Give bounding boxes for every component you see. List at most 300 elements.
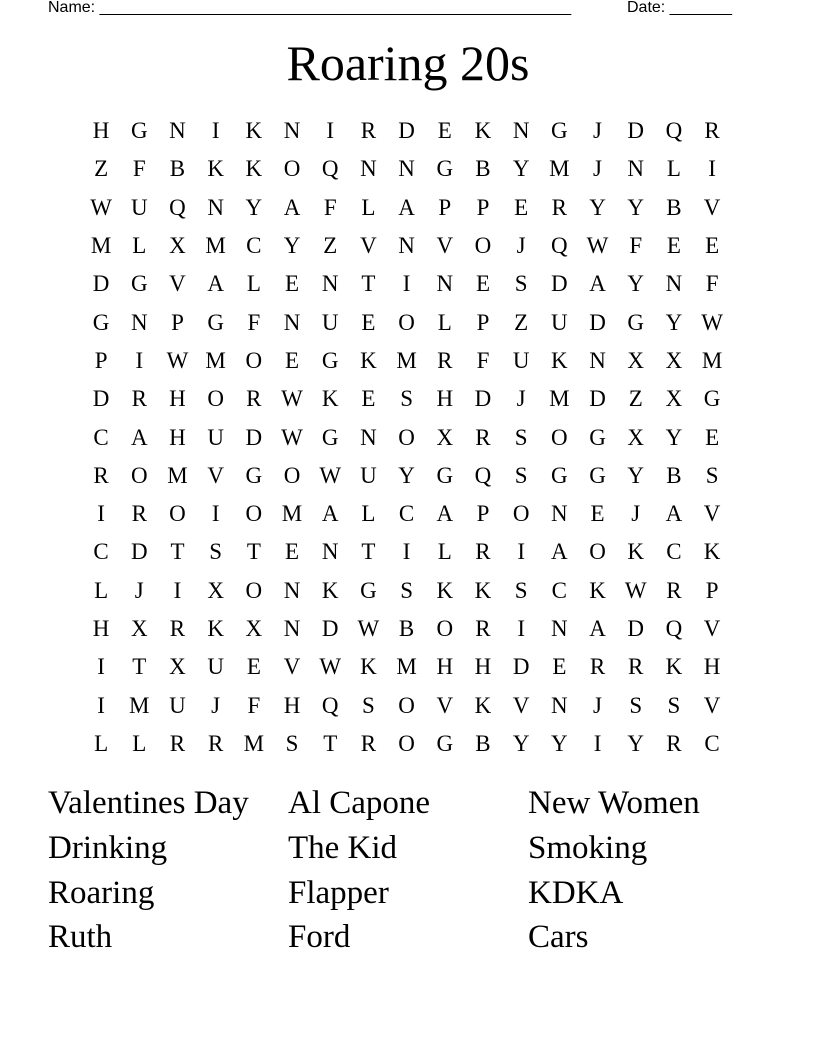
grid-letter[interactable]: X (169, 654, 186, 680)
grid-letter[interactable]: O (283, 462, 301, 488)
grid-letter[interactable]: R (169, 616, 186, 641)
grid-letter[interactable]: P (476, 194, 490, 220)
grid-letter[interactable]: Y (512, 730, 530, 756)
grid-letter[interactable]: Y (627, 730, 645, 756)
grid-letter[interactable]: K (474, 577, 492, 603)
grid-letter[interactable]: R (131, 501, 147, 527)
grid-letter[interactable]: L (94, 730, 109, 756)
grid-letter[interactable]: O (245, 501, 263, 527)
grid-letter[interactable]: M (167, 462, 188, 488)
grid-letter[interactable]: D (245, 424, 263, 450)
grid-letter[interactable]: N (321, 271, 339, 297)
grid-letter[interactable]: I (135, 347, 144, 373)
grid-letter[interactable]: H (169, 386, 186, 412)
grid-letter[interactable]: T (246, 539, 261, 565)
grid-letter[interactable]: P (171, 309, 184, 335)
grid-letter[interactable]: X (436, 424, 454, 450)
grid-letter[interactable]: S (285, 730, 299, 756)
grid-letter[interactable]: F (132, 156, 146, 182)
word-bank (48, 782, 768, 961)
grid-letter[interactable]: B (666, 462, 682, 488)
grid-letter[interactable]: A (551, 539, 568, 565)
grid-letter[interactable]: W (90, 194, 112, 220)
grid-letter[interactable]: N (283, 616, 301, 641)
grid-letter[interactable]: V (703, 692, 721, 718)
grid-letter[interactable]: I (97, 692, 105, 718)
grid-letter[interactable]: G (589, 462, 606, 488)
grid-letter[interactable]: M (90, 233, 112, 259)
grid-letter[interactable]: C (704, 730, 720, 756)
grid-letter[interactable]: B (475, 730, 491, 756)
grid-letter[interactable]: G (551, 118, 568, 144)
grid-letter[interactable]: K (207, 616, 224, 641)
grid-letter[interactable]: G (321, 424, 339, 450)
grid-letter[interactable]: S (514, 424, 528, 450)
grid-letter[interactable]: E (475, 271, 490, 297)
grid-letter[interactable]: N (283, 309, 301, 335)
grid-letter[interactable]: D (130, 539, 148, 565)
grid-letter[interactable]: I (593, 730, 602, 756)
grid-letter[interactable]: O (474, 233, 492, 259)
grid-letter[interactable]: R (551, 194, 568, 220)
grid-letter[interactable]: D (92, 386, 110, 412)
grid-letter[interactable]: I (402, 271, 411, 297)
grid-row (82, 533, 732, 571)
grid-letter[interactable]: W (624, 577, 647, 603)
grid-letter[interactable]: C (93, 539, 109, 565)
grid-letter[interactable]: R (589, 654, 606, 680)
grid-letter[interactable]: C (666, 539, 682, 565)
grid-letter[interactable]: U (130, 194, 148, 220)
grid-letter[interactable]: Y (245, 194, 263, 220)
grid-letter[interactable]: V (703, 616, 721, 641)
grid-letter[interactable]: K (245, 118, 263, 144)
grid-letter[interactable]: G (130, 271, 148, 297)
grid-letter[interactable]: R (628, 654, 644, 680)
grid-letter[interactable]: V (436, 692, 454, 718)
grid-letter[interactable]: M (129, 692, 150, 718)
grid-letter[interactable]: I (97, 501, 105, 527)
grid-letter[interactable]: S (705, 462, 719, 488)
grid-letter[interactable]: C (93, 424, 109, 450)
grid-letter[interactable]: Y (283, 233, 301, 259)
grid-letter[interactable]: N (551, 692, 568, 718)
grid-letter[interactable]: E (705, 233, 720, 259)
grid-letter[interactable]: D (512, 654, 530, 680)
grid-letter[interactable]: A (130, 424, 148, 450)
grid-letter[interactable]: G (436, 730, 454, 756)
grid-letter[interactable]: G (436, 462, 454, 488)
grid-letter[interactable]: F (476, 347, 490, 373)
grid-letter[interactable]: U (321, 309, 339, 335)
grid-letter[interactable]: F (247, 692, 261, 718)
grid-letter[interactable]: E (285, 539, 300, 565)
grid-letter[interactable]: U (169, 692, 186, 718)
grid-letter[interactable]: G (245, 462, 263, 488)
grid-letter[interactable]: V (207, 462, 224, 488)
grid-letter[interactable]: F (323, 194, 337, 220)
grid-letter[interactable]: X (130, 616, 148, 641)
grid-letter[interactable]: K (360, 347, 377, 373)
grid-letter[interactable]: L (437, 309, 452, 335)
grid-letter[interactable]: O (436, 616, 454, 641)
grid-letter[interactable]: L (94, 577, 109, 603)
grid-letter[interactable]: E (361, 386, 376, 412)
grid-letter[interactable]: P (476, 309, 490, 335)
grid-letter[interactable]: L (132, 730, 147, 756)
grid-letter[interactable]: O (398, 309, 415, 335)
grid-letter[interactable]: G (92, 309, 110, 335)
grid-letter[interactable]: M (205, 347, 226, 373)
grid-letter[interactable]: O (245, 577, 263, 603)
grid-letter[interactable]: Z (323, 233, 338, 259)
grid-letter[interactable]: J (134, 577, 144, 603)
grid-letter[interactable]: R (475, 616, 491, 641)
grid-letter[interactable]: R (246, 386, 262, 412)
grid-letter[interactable]: U (551, 309, 568, 335)
grid-letter[interactable]: O (398, 692, 415, 718)
grid-letter[interactable]: L (361, 501, 376, 527)
grid-letter[interactable]: H (92, 118, 110, 144)
grid-letter[interactable]: A (207, 271, 224, 297)
grid-letter[interactable]: C (246, 233, 262, 259)
grid-letter[interactable]: Q (321, 692, 339, 718)
grid-letter[interactable]: D (398, 118, 415, 144)
grid-letter[interactable]: G (130, 118, 148, 144)
grid-letter[interactable]: J (516, 233, 526, 259)
grid-letter[interactable]: Q (551, 233, 568, 259)
grid-letter[interactable]: N (551, 616, 568, 641)
grid-letter[interactable]: F (247, 309, 261, 335)
grid-letter[interactable]: I (326, 118, 335, 144)
grid-letter[interactable]: H (474, 654, 492, 680)
grid-letter[interactable]: S (514, 462, 528, 488)
grid-letter[interactable]: E (437, 118, 452, 144)
grid-letter[interactable]: K (436, 577, 454, 603)
grid-letter[interactable]: Y (398, 462, 415, 488)
grid-letter[interactable]: O (589, 539, 606, 565)
grid-letter[interactable]: N (665, 271, 683, 297)
grid-letter[interactable]: G (589, 424, 606, 450)
grid-letter[interactable]: D (589, 386, 606, 412)
grid-letter[interactable]: N (321, 539, 339, 565)
grid-letter[interactable]: K (360, 654, 377, 680)
grid-letter[interactable]: D (551, 271, 568, 297)
grid-letter[interactable]: X (245, 616, 263, 641)
grid-letter[interactable]: M (281, 501, 303, 527)
grid-letter[interactable]: L (132, 233, 147, 259)
grid-letter[interactable]: V (283, 654, 301, 680)
grid-letter[interactable]: I (517, 539, 525, 565)
grid-letter[interactable]: T (170, 539, 185, 565)
grid-letter[interactable]: Z (94, 156, 109, 182)
grid-letter[interactable]: W (586, 233, 609, 259)
grid-letter[interactable]: B (475, 156, 491, 182)
grid-letter[interactable]: G (551, 462, 568, 488)
grid-letter[interactable]: W (281, 386, 303, 412)
grid-letter[interactable]: Y (627, 194, 645, 220)
grid-letter[interactable]: T (361, 539, 376, 565)
grid-letter[interactable]: Q (665, 118, 683, 144)
grid-letter[interactable]: X (665, 347, 683, 373)
grid-letter[interactable]: X (627, 347, 645, 373)
grid-letter[interactable]: I (211, 118, 220, 144)
grid-letter[interactable]: E (246, 654, 261, 680)
page-title: Roaring 20s (286, 35, 530, 91)
grid-letter[interactable]: G (703, 386, 721, 412)
grid-letter[interactable]: U (512, 347, 530, 373)
grid-letter[interactable]: V (360, 233, 377, 259)
grid-letter[interactable]: E (552, 654, 567, 680)
grid-letter[interactable]: J (593, 118, 602, 144)
grid-letter[interactable]: V (169, 271, 186, 297)
grid-letter[interactable]: K (474, 692, 492, 718)
grid-letter[interactable]: K (321, 577, 339, 603)
grid-letter[interactable]: Y (512, 156, 530, 182)
grid-letter[interactable]: T (361, 271, 376, 297)
grid-letter[interactable]: S (514, 271, 528, 297)
grid-letter[interactable]: K (474, 118, 492, 144)
grid-letter[interactable]: E (361, 309, 376, 335)
grid-letter[interactable]: O (130, 462, 148, 488)
grid-letter[interactable]: I (97, 654, 105, 680)
grid-letter[interactable]: O (283, 156, 301, 182)
grid-letter[interactable]: V (512, 692, 530, 718)
grid-letter[interactable]: V (703, 194, 721, 220)
grid-letter[interactable]: L (666, 156, 681, 182)
grid-letter[interactable]: K (627, 539, 645, 565)
grid-letter[interactable]: U (360, 462, 377, 488)
grid-letter[interactable]: C (398, 501, 415, 527)
grid-letter[interactable]: X (665, 386, 683, 412)
grid-letter[interactable]: R (666, 730, 682, 756)
grid-letter[interactable]: R (704, 118, 720, 144)
grid-letter[interactable]: N (398, 233, 415, 259)
grid-row (82, 227, 732, 265)
grid-letter[interactable]: A (321, 501, 339, 527)
grid-letter[interactable]: M (549, 156, 570, 182)
grid-letter[interactable]: Y (665, 424, 683, 450)
grid-row (82, 418, 732, 456)
grid-letter[interactable]: N (398, 156, 415, 182)
grid-letter[interactable]: D (627, 616, 645, 641)
grid-letter[interactable]: H (92, 616, 110, 641)
grid-row (82, 572, 732, 610)
grid-letter[interactable]: M (396, 654, 417, 680)
grid-letter[interactable]: R (475, 424, 491, 450)
grid-letter[interactable]: N (130, 309, 148, 335)
grid-letter[interactable]: B (666, 194, 682, 220)
grid-letter[interactable]: N (512, 118, 530, 144)
grid-letter[interactable]: A (665, 501, 683, 527)
grid-letter[interactable]: S (400, 386, 413, 412)
grid-letter[interactable]: N (436, 271, 454, 297)
grid-letter[interactable]: K (551, 347, 568, 373)
grid-letter[interactable]: P (94, 347, 108, 373)
grid-letter[interactable]: E (285, 347, 300, 373)
grid-letter[interactable]: K (703, 539, 721, 565)
grid-letter[interactable]: I (708, 156, 716, 182)
grid-letter[interactable]: Q (321, 156, 339, 182)
grid-letter[interactable]: D (321, 616, 339, 641)
grid-letter[interactable]: W (357, 616, 380, 641)
grid-letter[interactable]: T (132, 654, 147, 680)
grid-letter[interactable]: I (211, 501, 220, 527)
grid-letter[interactable]: N (360, 156, 377, 182)
grid-letter[interactable]: L (246, 271, 261, 297)
grid-letter[interactable]: D (92, 271, 110, 297)
grid-letter[interactable]: N (283, 577, 301, 603)
grid-letter[interactable]: N (627, 156, 645, 182)
grid-letter[interactable]: W (166, 347, 189, 373)
grid-letter[interactable]: K (207, 156, 224, 182)
grid-letter[interactable]: W (319, 654, 342, 680)
grid-letter[interactable]: S (514, 577, 528, 603)
grid-letter[interactable]: S (629, 692, 643, 718)
grid-letter[interactable]: A (589, 271, 606, 297)
grid-letter[interactable]: J (516, 386, 526, 412)
grid-letter[interactable]: R (437, 347, 453, 373)
grid-letter[interactable]: R (360, 118, 377, 144)
grid-letter[interactable]: M (549, 386, 570, 412)
grid-letter[interactable]: N (551, 501, 568, 527)
grid-letter[interactable]: S (209, 539, 223, 565)
grid-letter[interactable]: L (437, 539, 452, 565)
grid-letter[interactable]: M (396, 347, 417, 373)
grid-letter[interactable]: Y (627, 462, 645, 488)
grid-letter[interactable]: H (283, 692, 301, 718)
grid-letter[interactable]: R (169, 730, 186, 756)
grid-letter[interactable]: S (667, 692, 681, 718)
grid-letter[interactable]: K (245, 156, 263, 182)
grid-letter[interactable]: O (169, 501, 186, 527)
grid-letter[interactable]: J (593, 692, 602, 718)
grid-letter[interactable]: X (169, 233, 186, 259)
grid-letter[interactable]: B (398, 616, 415, 641)
grid-letter[interactable]: V (436, 233, 454, 259)
grid-letter[interactable]: H (703, 654, 721, 680)
grid-letter[interactable]: W (319, 462, 342, 488)
grid-letter[interactable]: X (627, 424, 645, 450)
grid-letter[interactable]: H (436, 654, 454, 680)
grid-letter[interactable]: S (362, 692, 375, 718)
grid-letter[interactable]: H (169, 424, 186, 450)
grid-letter[interactable]: B (169, 156, 186, 182)
grid-letter[interactable]: G (627, 309, 645, 335)
grid-letter[interactable]: A (589, 616, 606, 641)
word-bank-item: Valentines Day (48, 785, 249, 821)
grid-letter[interactable]: K (589, 577, 606, 603)
grid-letter[interactable]: N (589, 347, 606, 373)
grid-letter[interactable]: A (398, 194, 415, 220)
grid-letter[interactable]: R (93, 462, 109, 488)
grid-letter[interactable]: M (701, 347, 723, 373)
grid-letter[interactable]: K (665, 654, 683, 680)
grid-letter[interactable]: Q (474, 462, 492, 488)
grid-letter[interactable]: U (207, 424, 224, 450)
grid-letter[interactable]: F (705, 271, 719, 297)
grid-letter[interactable]: J (211, 692, 221, 718)
grid-letter[interactable]: Q (169, 194, 186, 220)
grid-letter[interactable]: P (476, 501, 490, 527)
grid-letter[interactable]: W (281, 424, 303, 450)
grid-letter[interactable]: O (398, 424, 415, 450)
grid-letter[interactable]: P (438, 194, 452, 220)
grid-letter[interactable]: D (589, 309, 606, 335)
grid-letter[interactable]: I (173, 577, 182, 603)
grid-letter[interactable]: M (243, 730, 265, 756)
grid-letter[interactable]: E (590, 501, 605, 527)
grid-letter[interactable]: A (283, 194, 301, 220)
grid-letter[interactable]: Y (551, 730, 568, 756)
date-field[interactable]: Date: _______ (627, 0, 732, 16)
grid-letter[interactable]: Y (665, 309, 683, 335)
grid-letter[interactable]: R (131, 386, 147, 412)
grid-letter[interactable]: J (593, 156, 602, 182)
grid-letter[interactable]: R (207, 730, 224, 756)
grid-letter[interactable]: U (207, 654, 224, 680)
grid-letter[interactable]: E (705, 424, 720, 450)
grid-letter[interactable]: O (551, 424, 568, 450)
grid-letter[interactable]: N (207, 194, 224, 220)
grid-letter[interactable]: M (205, 233, 226, 259)
grid-letter[interactable]: Z (628, 386, 643, 412)
grid-letter[interactable]: S (400, 577, 413, 603)
grid-letter[interactable]: G (207, 309, 224, 335)
grid-letter[interactable]: A (436, 501, 454, 527)
grid-letter[interactable]: O (207, 386, 224, 412)
grid-letter[interactable]: C (551, 577, 568, 603)
grid-letter[interactable]: X (207, 577, 224, 603)
grid-letter[interactable]: F (629, 233, 643, 259)
grid-letter[interactable]: O (398, 730, 415, 756)
grid-letter[interactable]: T (323, 730, 338, 756)
grid-letter[interactable]: I (517, 616, 525, 641)
grid-letter[interactable]: G (360, 577, 377, 603)
grid-letter[interactable]: R (475, 539, 491, 565)
grid-letter[interactable]: N (169, 118, 186, 144)
grid-letter[interactable]: V (703, 501, 721, 527)
grid-letter[interactable]: Q (665, 616, 683, 641)
grid-letter[interactable]: O (245, 347, 263, 373)
grid-letter[interactable]: E (666, 233, 681, 259)
grid-letter[interactable]: P (705, 577, 719, 603)
word-bank-item: Drinking (48, 829, 168, 866)
grid-letter[interactable]: R (666, 577, 682, 603)
grid-letter[interactable]: H (436, 386, 454, 412)
grid-letter[interactable]: I (402, 539, 411, 565)
grid-letter[interactable]: Z (514, 309, 529, 335)
grid-letter[interactable]: E (285, 271, 300, 297)
grid-letter[interactable]: K (321, 386, 339, 412)
grid-letter[interactable]: Y (627, 271, 645, 297)
grid-letter[interactable]: J (631, 501, 641, 527)
grid-letter[interactable]: D (474, 386, 492, 412)
grid-letter[interactable]: W (701, 309, 723, 335)
name-field[interactable]: Name: _____________________________________________________ (48, 0, 572, 16)
grid-letter[interactable]: N (360, 424, 377, 450)
grid-letter[interactable]: G (321, 347, 339, 373)
word-bank-item: Cars (528, 919, 589, 956)
grid-letter[interactable]: R (360, 730, 377, 756)
grid-letter[interactable]: O (512, 501, 530, 527)
grid-letter[interactable]: E (514, 194, 529, 220)
grid-letter[interactable]: D (627, 118, 645, 144)
grid-letter[interactable]: N (283, 118, 301, 144)
grid-letter[interactable]: L (361, 194, 376, 220)
grid-letter[interactable]: Y (589, 194, 606, 220)
grid-letter[interactable]: G (436, 156, 454, 182)
